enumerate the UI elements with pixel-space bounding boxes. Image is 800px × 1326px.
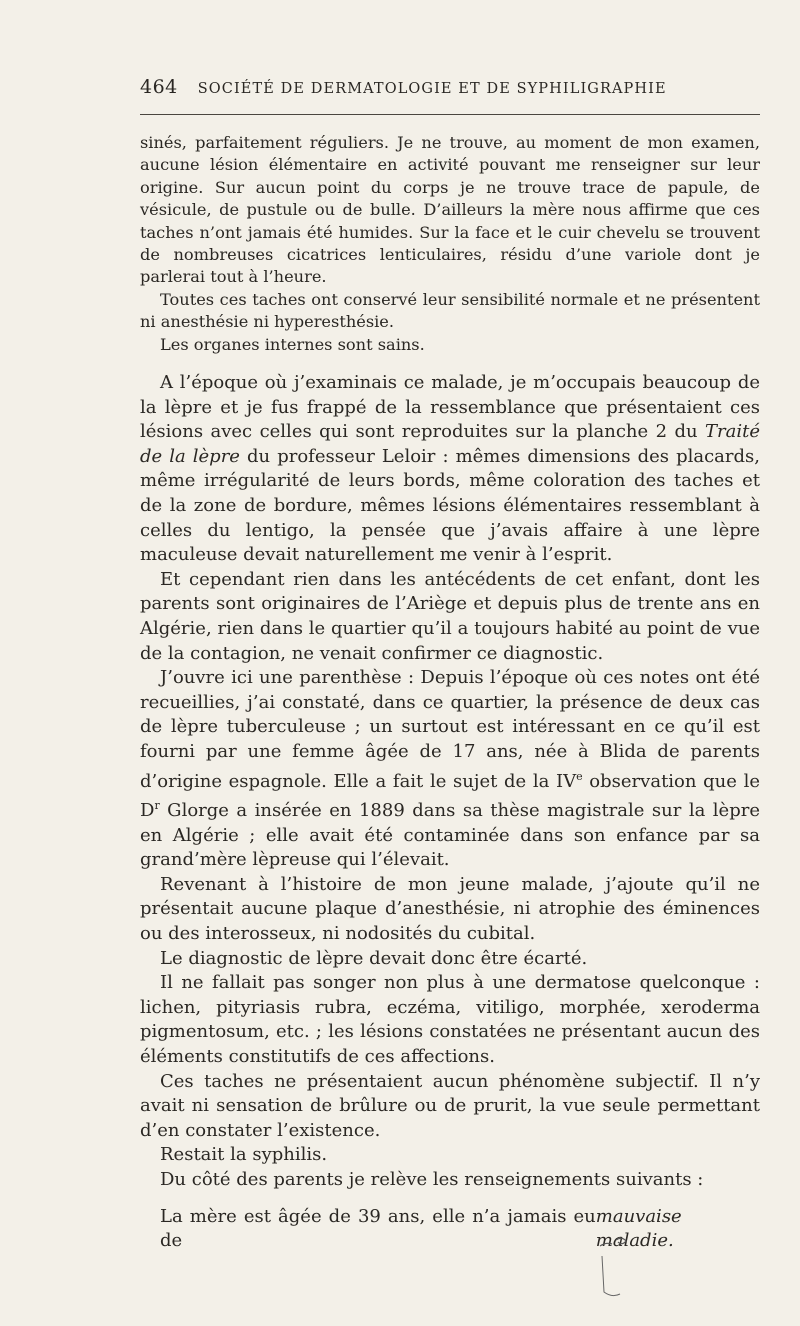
paragraph: Restait la syphilis. <box>160 1144 328 1166</box>
superscript: e <box>576 769 583 783</box>
paragraph <box>140 666 760 873</box>
running-title: SOCIÉTÉ DE DERMATOLOGIE ET DE SYPHILIGRAPHIE <box>197 81 667 97</box>
page-number: 464 <box>140 76 178 98</box>
header-rule <box>140 114 760 115</box>
paragraph: sinés, parfaitement réguliers. Je ne trouve, au moment de mon examen, aucune lésion élémentaire en activité pouvant me renseigner sur leur origine. Sur aucun point du corps je ne trouve trace de papule, de vésicule, de pustule ou de bulle. D’ailleurs la mère nous affirme que ces taches n’ont jamais été humides. Sur la face et le cuir chevelu se trouvent de nombreuses cicatrices lenticulaires, résidu d’une variole dont je parlerai tout à l’heure. <box>140 133 760 287</box>
book-title: Traité de la lèpre <box>140 421 760 467</box>
final-line-text: La mère est âgée de 39 ans, elle n’a jamais eu de <box>160 1206 596 1251</box>
paragraph <box>140 371 760 568</box>
pencil-mark-icon <box>594 1232 634 1302</box>
text-run: J’ouvre ici une parenthèse : Depuis l’époque où ces notes ont été recueillies, j’ai constaté, dans ce quartier, la présence de deux cas de lèpre tuberculeuse ; un surtout est intéressant en ce qu’il est fourni par une femme âgée de 17 ans, née à Blida de parents d’origine espagnole. Elle a fait le sujet de la IV <box>140 667 760 792</box>
paragraph: Les organes internes sont sains. <box>160 334 425 354</box>
text-run: A l’époque où j’examinais ce malade, je m’occupais beaucoup de la lèpre et je fus frappé de la ressemblance que présentaient ces lésions avec celles qui sont reproduites sur la planche 2 du <box>140 372 760 443</box>
final-line <box>140 1205 760 1253</box>
paragraph: Revenant à l’histoire de mon jeune malade, j’ajoute qu’il ne présentait aucune plaque d’anesthésie, ni atrophie des éminences ou des interosseux, ni nodosités du cubital. <box>140 873 760 945</box>
paragraph: Ces taches ne présentaient aucun phénomène subjectif. Il n’y avait ni sensation de brûlure ou de prurit, la vue seule permettant d’en constater l’existence. <box>140 1070 760 1141</box>
text-run: du professeur Leloir : mêmes dimensions des placards, même irrégularité de leurs bords, même coloration des taches et de la zone de bordure, mêmes lésions élémentaires ressemblant à celles du lentigo, la pensée que j’avais affaire à une lèpre maculeuse devait naturellement me venir à l’esprit. <box>140 445 761 566</box>
superscript: r <box>154 799 160 813</box>
paragraph: Le diagnostic de lèpre devait donc être écarté. <box>160 947 588 969</box>
paragraph: Toutes ces taches ont conservé leur sensibilité normale et ne présentent ni anesthésie ni hyperesthésie. <box>140 289 760 332</box>
running-header <box>140 76 760 98</box>
final-line-italic: mauvaise maladie. <box>595 1206 682 1251</box>
text-run: observation que le D <box>140 770 761 822</box>
paragraph: Et cependant rien dans les antécédents de cet enfant, dont les parents sont originaires de l’Ariège et depuis plus de trente ans en Algérie, rien dans le quartier qu’il a toujours habité au point de vue de la contagion, ne venait confirmer ce diagnostic. <box>140 568 760 664</box>
text-run: Glorge a insérée en 1889 dans sa thèse magistrale sur la lèpre en Algérie ; elle avait été contaminée dans son enfance par sa grand’mère lèpreuse qui l’élevait. <box>140 800 760 871</box>
paragraph: Du côté des parents je relève les renseignements suivants : <box>160 1169 704 1190</box>
paragraph: Il ne fallait pas songer non plus à une dermatose quelconque : lichen, pityriasis rubra, eczéma, vitiligo, morphée, xeroderma pigmentosum, etc. ; les lésions constatées ne présentant aucun des éléments constitutifs de ces affections. <box>140 972 760 1068</box>
main-text-block <box>140 371 760 1193</box>
small-print-block <box>140 132 760 356</box>
